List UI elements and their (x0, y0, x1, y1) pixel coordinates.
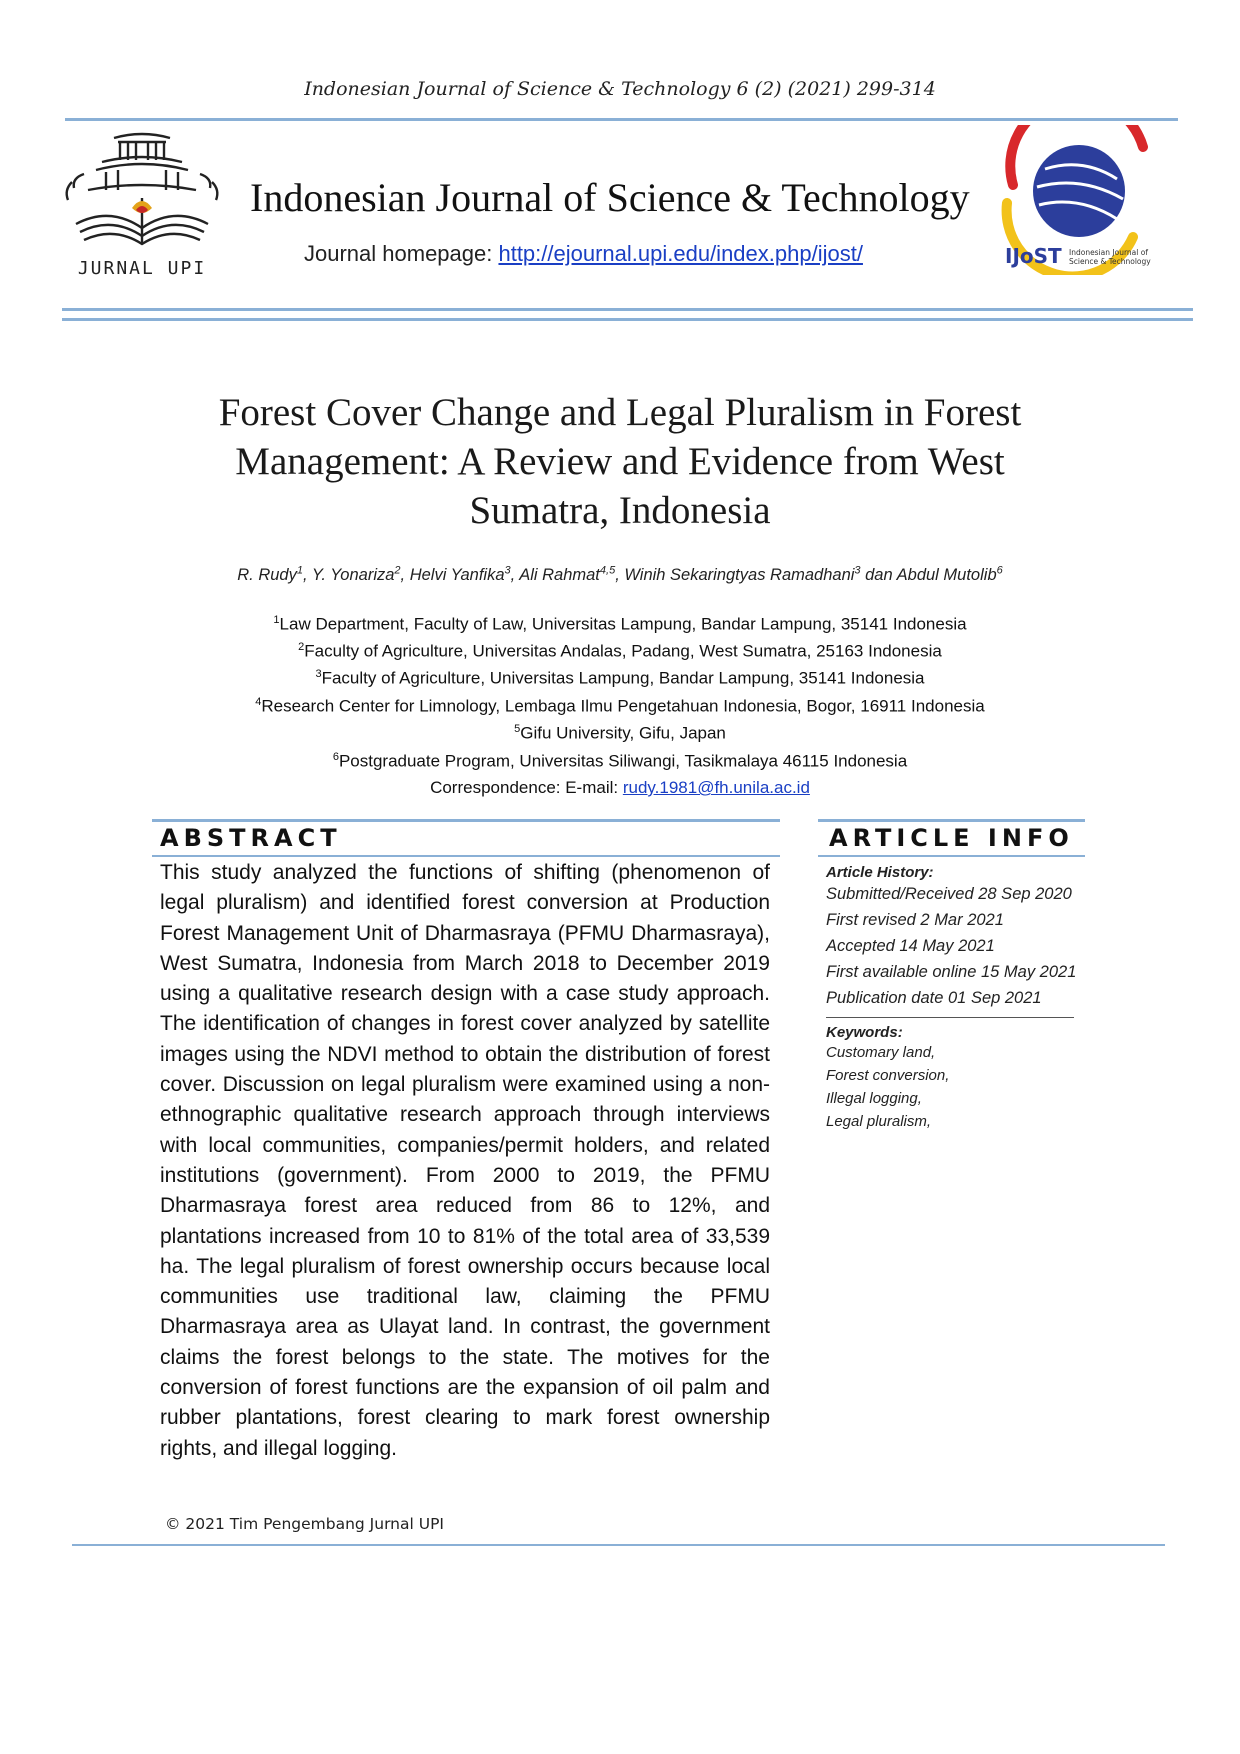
abstract-heading: ABSTRACT (160, 824, 342, 852)
ijost-subtitle-1: Indonesian Journal of (1069, 248, 1148, 257)
building-book-icon (62, 128, 222, 278)
history-first-online: First available online 15 May 2021 (826, 963, 1077, 981)
homepage-label: Journal homepage: (304, 241, 499, 266)
globe-icon (993, 125, 1178, 275)
keywords (826, 1024, 1096, 1133)
title-line-3: Sumatra, Indonesia (469, 489, 771, 532)
abstract-rule-top (152, 819, 780, 822)
ijost-abbrev: IJoST (1005, 244, 1062, 268)
copyright-notice: © 2021 Tim Pengembang Jurnal UPI (165, 1515, 444, 1533)
author: Winih Sekaringtyas Ramadhani$^3$ dan (624, 564, 897, 584)
history-divider (826, 1017, 1074, 1018)
affiliation-6: $^6$Postgraduate Program, Universitas Siliwangi, Tasikmalaya 46115 Indonesia (332, 751, 908, 771)
article-info-rule-bottom (818, 855, 1085, 857)
affiliation-2: $^2$Faculty of Agriculture, Universitas Andalas, Padang, West Sumatra, 25163 Indonesia (298, 641, 942, 661)
keyword: Customary land, (826, 1044, 936, 1061)
author: R. Rudy$^1$, (237, 564, 312, 584)
author: Y. Yonariza$^2$, (311, 564, 410, 584)
correspondence-label: Correspondence: E-mail: (430, 778, 623, 797)
masthead-rule-top (62, 308, 1193, 311)
author: Abdul Mutolib$^6$ (896, 564, 1003, 584)
history-first-revised: First revised 2 Mar 2021 (826, 911, 1004, 929)
keywords-label: Keywords: (826, 1024, 903, 1041)
article-info-rule-top (818, 819, 1085, 822)
author-list (100, 564, 1140, 585)
affiliation-3: $^3$Faculty of Agriculture, Universitas Lampung, Bandar Lampung, 35141 Indonesia (315, 668, 925, 688)
jurnal-upi-logo (62, 128, 222, 278)
affiliation-1: $^1$Law Department, Faculty of Law, Universitas Lampung, Bandar Lampung, 35141 Indonesia (273, 614, 967, 634)
keyword: Illegal logging, (826, 1090, 922, 1107)
article-title (180, 388, 1060, 535)
keyword: Forest conversion, (826, 1067, 950, 1084)
title-line-2: Management: A Review and Evidence from West (235, 440, 1005, 483)
history-accepted: Accepted 14 May 2021 (826, 937, 995, 955)
article-history (826, 864, 1096, 1011)
history-label: Article History: (826, 864, 934, 881)
jurnal-upi-text: JURNAL UPI (77, 258, 207, 278)
keyword: Legal pluralism, (826, 1113, 932, 1130)
article-info-heading: ARTICLE INFO (829, 824, 1074, 852)
ijost-logo (993, 125, 1178, 275)
history-publication: Publication date 01 Sep 2021 (826, 989, 1042, 1007)
affiliation-4: $^4$Research Center for Limnology, Lembaga Ilmu Pengetahuan Indonesia, Bogor, 16911 Indonesia (255, 696, 985, 716)
history-submitted: Submitted/Received 28 Sep 2020 (826, 885, 1072, 903)
title-line-1: Forest Cover Change and Legal Pluralism in Forest (218, 391, 1022, 434)
correspondence-email-link[interactable]: rudy.1981@fh.unila.ac.id (622, 778, 810, 797)
correspondence (100, 778, 1140, 798)
affiliation-5: $^5$Gifu University, Gifu, Japan (514, 723, 726, 743)
masthead-rule-bottom (62, 318, 1193, 321)
abstract-rule-bottom (152, 855, 780, 857)
journal-homepage (304, 241, 863, 267)
journal-name: Indonesian Journal of Science & Technology (250, 175, 970, 220)
author: Helvi Yanfika$^3$, (409, 564, 520, 584)
header-rule (65, 118, 1178, 121)
abstract-text: This study analyzed the functions of shifting (phenomenon of legal pluralism) and identified forest conversion at Production Forest Management Unit of Dharmasraya (PFMU Dharmasraya), West Sumatra, Indonesia from March 2018 to December 2019 using a qualitative research design with a case study approach. The identification of changes in forest cover analyzed by satellite images using the NDVI method to obtain the distribution of forest cover. Discussion on legal pluralism were examined using a non-ethnographic qualitative research approach through interviews with local communities, companies/permit holders, and related institutions (government). From 2000 to 2019, the PFMU Dharmasraya forest area reduced from 86 to 12%, and plantations increased from 10 to 81% of the total area of 33,539 ha. The legal pluralism of forest ownership occurs because local communities use traditional law, claiming the PFMU Dharmasraya area as Ulayat land. In contrast, the government claims the forest belongs to the state. The motives for the conversion of forest functions are the expansion of oil palm and rubber plantations, forest clearing to mark forest ownership rights, and illegal logging. (160, 861, 770, 1460)
footer-rule (72, 1544, 1165, 1546)
author: Ali Rahmat$^{4,5}$, (519, 564, 625, 584)
homepage-link[interactable]: http://ejournal.upi.edu/index.php/ijost/ (498, 241, 863, 266)
ijost-subtitle-2: Science & Technology (1069, 257, 1151, 266)
running-header: Indonesian Journal of Science & Technology 6 (2) (2021) 299-314 (304, 78, 936, 100)
